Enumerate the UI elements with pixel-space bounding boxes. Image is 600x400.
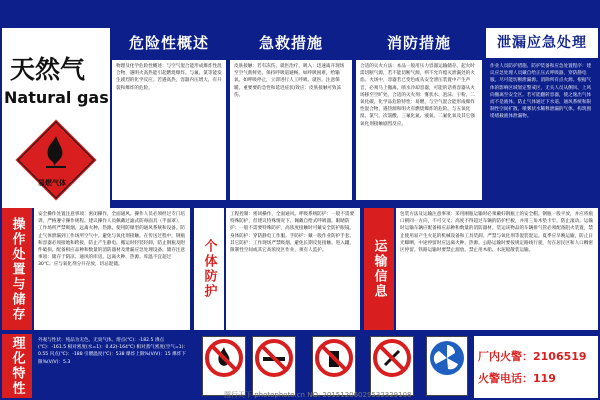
title-cn: 天然气 bbox=[10, 55, 86, 84]
flammable-gas-diamond bbox=[12, 116, 100, 204]
handling-label: 操作处置与储存 bbox=[2, 208, 32, 330]
header-first-aid: 急救措施 bbox=[258, 34, 323, 52]
no-open-flame-sign bbox=[312, 336, 356, 396]
ventilation-sign bbox=[426, 336, 468, 396]
header-leak: 泄漏应急处理 bbox=[497, 35, 587, 51]
no-heat-icon bbox=[371, 337, 413, 379]
no-smoking-icon bbox=[253, 337, 295, 379]
transport-text: 包装方法及运输注意事项：采用刚瓶运输时必须戴好钢瓶上的安全帽。钢瓶一般平放，并应将瓶口朝同一方向，不可交叉；高度不得超过车辆的防护栏板，并用三角木垫卡牢，防止滚动。运输时运输车辆应配备相应品种和数量的消防器材。装运该物品的车辆排气管必须配备阻火装置，禁止使用易产生火花的机械设备和工具装卸。严禁与氧化剂等混装混运。夏季应早晚运输，防止日光曝晒。中途停留时应远离火种、热源。公路运输时要按规定路线行驶，勿在居民区和人口稠密区停留。铁路运输时要禁止溜放。禁止用木船、水泥船散装运输。 bbox=[396, 208, 598, 330]
leak-text: 作业人员防护措施、防护装备和应急处置程序：建议应急处理人员戴自给正压式呼吸器，穿防静电服。尽可能切断泄漏源。消除所有点火源。根据气体的影响区域划定警戒区，无关人员从侧风、上风向撤离至安全区。若可能翻转容器，使之逸出气体而不是液体。防止气体通过下水道、通风系统和限制性空间扩散。喷雾状水稀释泄漏的气体。构筑围堤堵截液体泄漏物。 bbox=[490, 64, 592, 120]
protection-text: 工程控制：密闭操作，全面通风。呼吸系统防护：一般不需要特殊防护，但建议特殊情况下，佩戴自给式呼吸器。眼睛防护：一般不需要特殊防护，高浓度接触时可戴安全防护眼镜。身体防护：穿防静电工作服。手防护：戴一般作业防护手套。其它防护：工作现场严禁吸烟。避免长期反复接触。进入罐、限制性空间或其它高浓度区作业，须有人监护。 bbox=[226, 208, 360, 330]
header-fire: 消防措施 bbox=[386, 34, 451, 52]
hazard-label: 易燃气体 bbox=[38, 179, 66, 187]
handling-text: 安全操作处置注意事项：密闭操作，全面通风。操作人员必须经过专门培训，严格遵守操作规程。建议操作人员佩戴过滤式防毒面具（半面罩），工作场所严禁吸烟。远离火种、热源。使用防爆型的通风系统和设备。防止气体泄漏到工作场所空气中。避免与氧化剂接触。在传送过程中，钢瓶和容器必须接地和跨接，防止产生静电。搬运时轻装轻卸，防止钢瓶及附件破损。配备相应品种和数量的消防器材及泄漏应急处理设备。储存注意事项：储存于阴凉、通风的库房。远离火种、热源。库温不宜超过30℃。应与氧化剂分开存放，切忌混储。 bbox=[34, 208, 190, 330]
protection-label: 个体防护 bbox=[194, 208, 224, 330]
no-fire-sign bbox=[202, 336, 246, 396]
phone-box bbox=[474, 336, 598, 398]
fire-alarm-phone: 火警电话：119 bbox=[478, 372, 556, 385]
header-leak-box bbox=[486, 28, 598, 58]
title-block bbox=[2, 28, 110, 208]
no-heat-sign bbox=[370, 336, 414, 396]
header-hazard: 危险性概述 bbox=[128, 34, 209, 52]
hazard-text: 物理及化学危险性概述：与空气混合能形成爆炸性混合物，遇明火高热能引起燃烧爆炸。与氟、氯等能发生剧烈的化学反应。若遇高热，容器内压增大，有开裂和爆炸的危险。 bbox=[112, 60, 226, 200]
first-aid-text: 皮肤接触：若有冻伤，就医治疗。吸入：迅速离开现场至空气新鲜处。保持呼吸道通畅。如呼吸困难，给输氧。如呼吸停止，立即进行人工呼吸。就医。注意保暖。重要要的急性和延迟症状/效应：皮肤接触可致冻伤。 bbox=[230, 60, 352, 200]
no-smoking-sign bbox=[252, 336, 296, 396]
ventilation-fan-icon bbox=[427, 337, 467, 379]
physchem-label: 理化特性 bbox=[2, 334, 32, 398]
no-fire-icon bbox=[203, 337, 245, 379]
fire-alarm-internal: 厂内火警：2106519 bbox=[478, 350, 587, 363]
physchem-text: 外观与性状：纯品为无色、无臭气体。熔点(℃)：-182.5 沸点(℃)：-161.5 相对密度(水=1)：0.42(-164℃) 相对蒸气密度(空气=1)：0.55 闪点(℃)：-188 引燃温度(℃)：538 爆炸上限%(V/V)：15 爆炸下限%(V/V)：5.3 bbox=[38, 338, 189, 365]
no-open-flame-icon bbox=[313, 337, 355, 379]
watermark: 图行天下 photophoto.cn NO: 20151206029532329108 bbox=[224, 391, 412, 399]
fire-text: 合适的灭火方法：本品一般用压力容器运输储存。起火时需切断气源，若不能切断气源，则不允许熄灭泄漏处的火焰。火场中，容器若已变色或从安全泄压装置中产生声音，必须马上撤离。喷水冷却容器，可能的话将容器从火场移至空旷处。合适的灭火剂：雾状水、泡沫、干粉、二氧化碳。化学品危险特性：易燃，与空气混合能形成爆炸性混合物，遇热源和明火有燃烧爆炸的危险。与五氧化溴、氯气、次氯酸、三氟化氮、液氧、二氟化氧及其它强氧化剂接触剧烈反应。 bbox=[356, 60, 482, 200]
title-en: Natural gas bbox=[4, 88, 109, 107]
transport-label: 运输信息 bbox=[364, 208, 394, 330]
